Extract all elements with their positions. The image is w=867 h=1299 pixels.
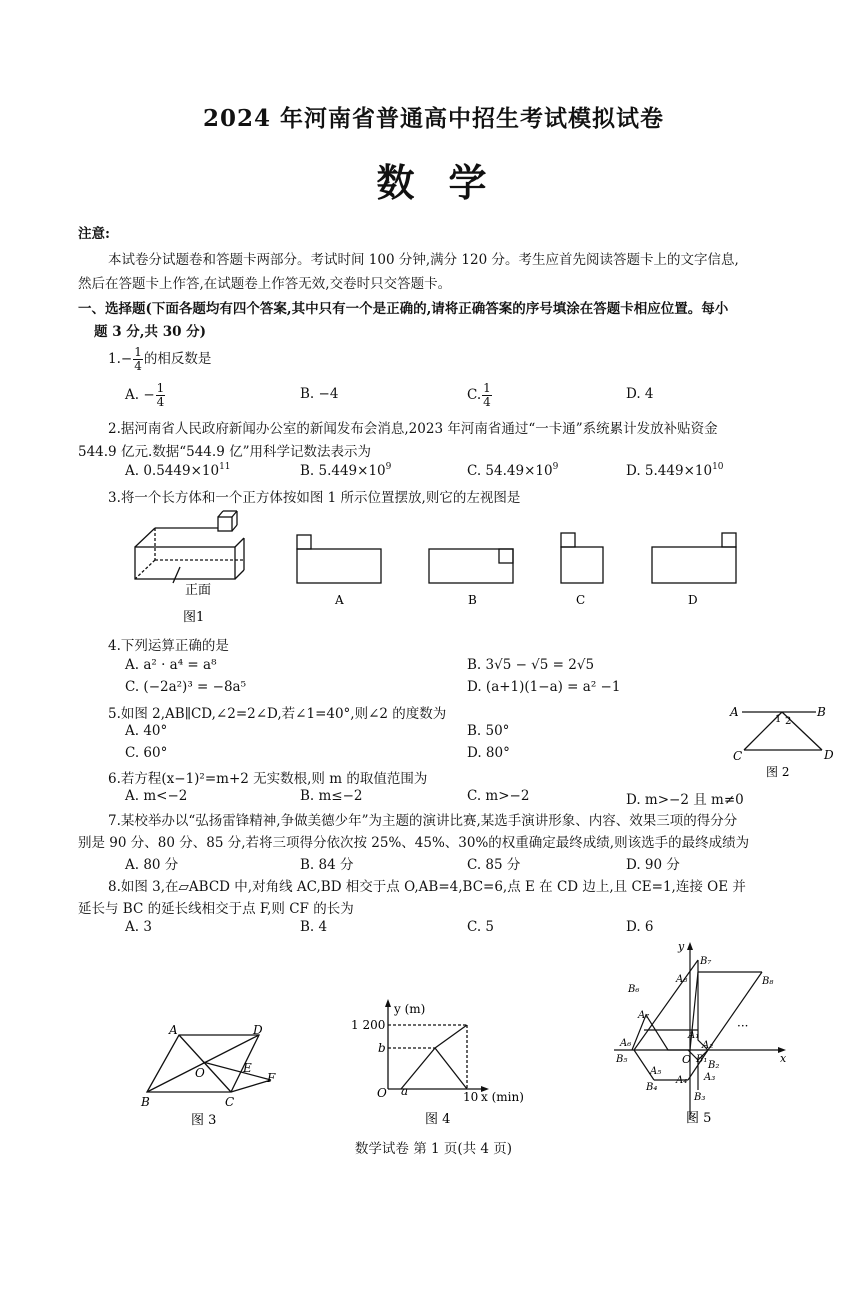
figure-3	[135, 1020, 285, 1130]
option-b-label: B	[468, 593, 477, 607]
q6-option-a: A. m<−2	[125, 788, 188, 804]
q7-option-b: B. 84 分	[300, 857, 354, 873]
option-d-view	[652, 533, 736, 583]
q5-option-b: B. 50°	[467, 723, 510, 739]
option-d-label: D	[688, 593, 698, 607]
figure-2-label: 图 2	[766, 765, 790, 779]
front-label: 正面	[185, 583, 212, 598]
svg-text:x: x	[780, 1052, 787, 1065]
q7-option-c: C. 85 分	[467, 857, 521, 873]
svg-text:D: D	[824, 748, 834, 762]
subject-title: 数学	[376, 160, 521, 205]
svg-text:y: y	[678, 940, 685, 953]
svg-text:O: O	[682, 1053, 692, 1066]
q4-text: 4.下列运算正确的是	[108, 638, 229, 654]
svg-text:B₃: B₃	[694, 1092, 706, 1103]
figure-4-label: 图 4	[425, 1112, 451, 1127]
svg-text:B: B	[141, 1095, 150, 1109]
q8-option-b: B. 4	[300, 919, 328, 935]
svg-text:x (min): x (min)	[481, 1090, 524, 1104]
svg-text:A₈: A₈	[676, 974, 688, 985]
notice-label: 注意:	[78, 226, 110, 242]
svg-text:A₁: A₁	[688, 1030, 700, 1041]
exam-title: 2024 年河南省普通高中招生考试模拟试卷	[202, 105, 665, 132]
q2-option-a: A. $0.5449\times 10^{11}$	[125, 462, 231, 479]
q2-line2: 544.9 亿元.数据“544.9 亿”用科学记数法表示为	[78, 444, 371, 460]
q5-option-c: C. 60°	[125, 745, 168, 761]
svg-text:b: b	[378, 1041, 386, 1055]
svg-text:···: ···	[737, 1019, 749, 1033]
svg-text:O: O	[195, 1066, 205, 1080]
notice-line2: 然后在答题卡上作答,在试题卷上作答无效,交卷时只交答题卡。	[78, 276, 452, 292]
svg-text:A₃: A₃	[704, 1072, 716, 1083]
svg-text:B₅: B₅	[616, 1054, 628, 1065]
svg-text:B₂: B₂	[708, 1060, 720, 1071]
q1-option-d: D. 4	[626, 386, 654, 402]
svg-text:A₂: A₂	[702, 1040, 714, 1051]
notice-line1: 本试卷分试题卷和答题卡两部分。考试时间 100 分钟,满分 120 分。考生应首先阅读答题卡上的文字信息,	[108, 252, 739, 268]
q6-option-b: B. m≤−2	[300, 788, 363, 804]
q8-line2: 延长与 BC 的延长线相交于点 F,则 CF 的长为	[78, 901, 354, 917]
svg-text:1 200: 1 200	[351, 1018, 386, 1032]
svg-text:C: C	[733, 749, 743, 763]
figure-5	[612, 940, 792, 1130]
figure-5-label: 图 5	[686, 1111, 712, 1126]
figure-2	[728, 700, 843, 782]
svg-text:C: C	[225, 1095, 235, 1109]
q7-line1: 7.某校举办以“弘扬雷锋精神,争做美德少年”为主题的演讲比赛,某选手演讲形象、内容、效果三项的得分分	[108, 813, 738, 829]
q4-option-d: D. (a+1)(1−a) = a² −1	[467, 679, 621, 695]
svg-text:1: 1	[775, 714, 782, 725]
option-b-view	[429, 549, 513, 583]
q5-option-a: A. 40°	[125, 723, 168, 739]
q2-line1: 2.据河南省人民政府新闻办公室的新闻发布会消息,2023 年河南省通过“一卡通”系统累计发放补贴资金	[108, 421, 718, 437]
svg-text:B₄: B₄	[646, 1082, 658, 1093]
figure-1-label: 图1	[183, 610, 205, 625]
page-footer: 数学试卷 第 1 页(共 4 页)	[354, 1141, 513, 1157]
svg-text:B₇: B₇	[700, 956, 712, 967]
svg-text:A: A	[169, 1023, 178, 1037]
svg-text:y (m): y (m)	[394, 1002, 426, 1016]
q7-line2: 别是 90 分、80 分、85 分,若将三项得分依次按 25%、45%、30%的权重确定最终成绩,则该选手的最终成绩为	[78, 835, 750, 851]
svg-text:F: F	[267, 1071, 276, 1085]
q2-option-d: D. $5.449\times 10^{10}$	[626, 462, 724, 479]
svg-text:10: 10	[463, 1090, 479, 1104]
option-a-view	[297, 535, 381, 583]
q1-option-c: C. $\frac{1}{4}$	[467, 381, 491, 409]
q6-option-c: C. m>−2	[467, 788, 530, 804]
q8-option-d: D. 6	[626, 919, 654, 935]
svg-text:O: O	[377, 1086, 387, 1100]
q6-text: 6.若方程(x−1)²=m+2 无实数根,则 m 的取值范围为	[108, 771, 428, 787]
svg-text:D: D	[253, 1023, 263, 1037]
section-heading-line1: 一、选择题(下面各题均有四个答案,其中只有一个是正确的,请将正确答案的序号填涂在答题卡相应位置。每小	[78, 301, 729, 317]
svg-text:A₅: A₅	[650, 1066, 662, 1077]
figure-4	[345, 995, 545, 1130]
q2-option-b: B. $5.449\times 10^9$	[300, 462, 392, 479]
svg-text:B₆: B₆	[628, 984, 640, 995]
q2-option-c: C. $54.49\times 10^9$	[467, 462, 559, 479]
q7-option-a: A. 80 分	[125, 857, 179, 873]
section-heading-line2: 题 3 分,共 30 分)	[94, 324, 207, 340]
q8-line1: 8.如图 3,在▱ABCD 中,对角线 AC,BD 相交于点 O,AB=4,BC=6,点 E 在 CD 边上,且 CE=1,连接 OE 并	[108, 879, 746, 895]
q4-option-b: B. 3√5 − √5 = 2√5	[467, 657, 595, 673]
svg-text:B₁: B₁	[696, 1054, 708, 1065]
svg-text:E: E	[243, 1061, 252, 1075]
q3-text: 3.将一个长方体和一个正方体按如图 1 所示位置摆放,则它的左视图是	[108, 490, 521, 506]
fraction: $\frac{1}{4}$	[134, 345, 142, 373]
figure-1-solid	[135, 511, 244, 583]
q8-option-c: C. 5	[467, 919, 495, 935]
svg-text:A₇: A₇	[638, 1010, 650, 1021]
q5-text: 5.如图 2,AB∥CD,∠2=2∠D,若∠1=40°,则∠2 的度数为	[108, 706, 447, 722]
option-a-label: A	[335, 593, 344, 607]
q4-option-a: A. a² · a⁴ = a⁸	[125, 657, 217, 673]
figure-3-label: 图 3	[191, 1113, 217, 1128]
svg-text:A: A	[730, 705, 739, 719]
q8-option-a: A. 3	[125, 919, 152, 935]
option-c-view	[561, 533, 603, 583]
q3-figures	[125, 505, 765, 630]
q1-option-b: B. −4	[300, 386, 339, 402]
svg-text:2: 2	[785, 716, 792, 727]
svg-text:B: B	[817, 705, 826, 719]
question-1: 1.− $\frac{1}{4}$ 的相反数是	[108, 345, 212, 373]
svg-text:a: a	[401, 1084, 409, 1098]
option-c-label: C	[576, 593, 586, 607]
q7-option-d: D. 90 分	[626, 857, 680, 873]
q6-option-d: D. m>−2 且 m≠0	[626, 792, 744, 808]
q4-option-c: C. (−2a²)³ = −8a⁵	[125, 679, 246, 695]
svg-text:B₈: B₈	[762, 976, 774, 987]
svg-text:A₆: A₆	[620, 1038, 632, 1049]
q5-option-d: D. 80°	[467, 745, 510, 761]
svg-text:A₄: A₄	[676, 1075, 688, 1086]
q1-option-a: A. − $\frac{1}{4}$	[125, 381, 165, 409]
